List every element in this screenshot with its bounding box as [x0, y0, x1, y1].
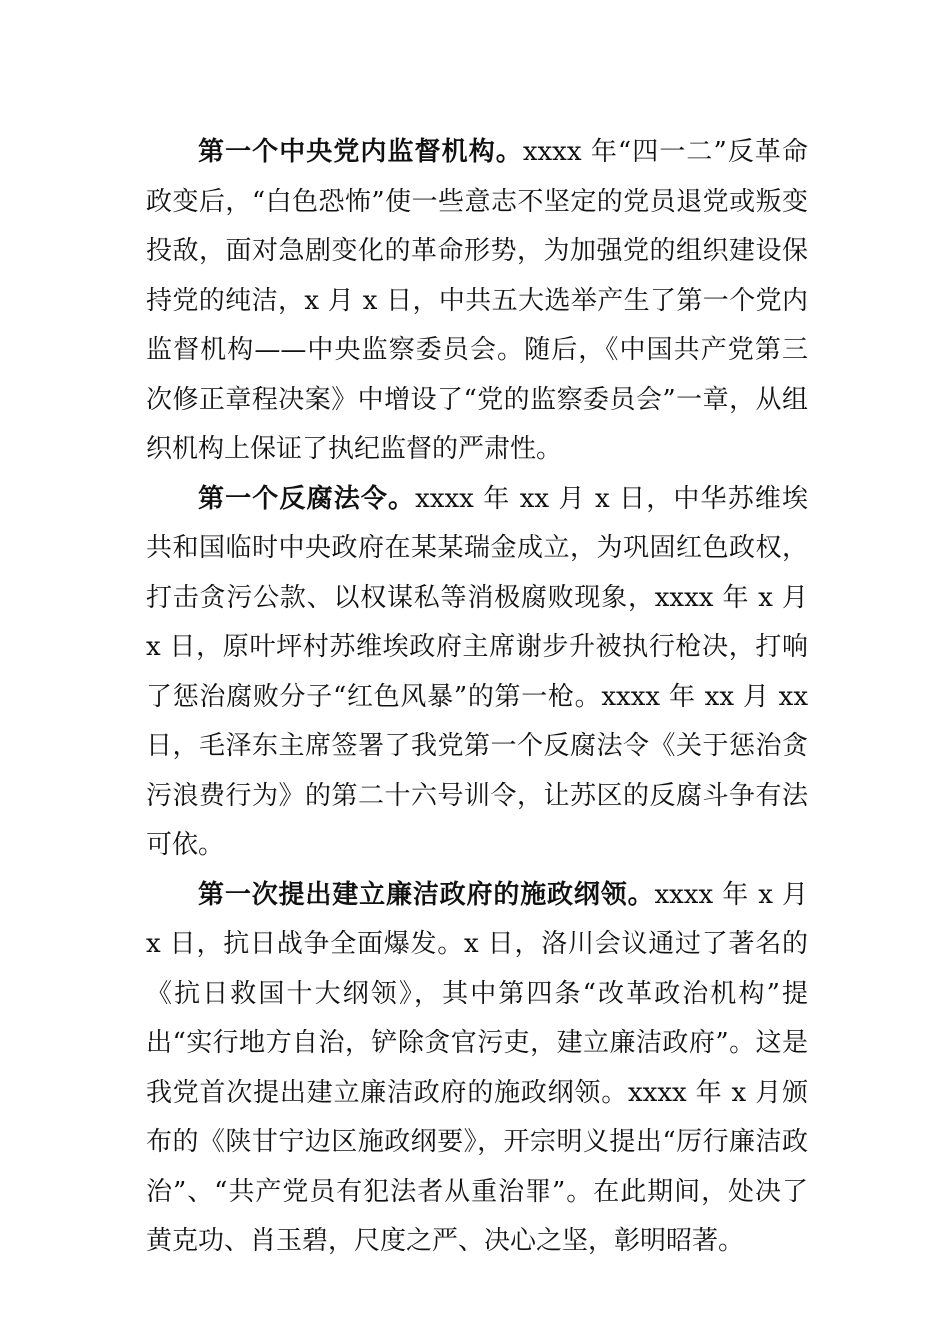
paragraph-text: xxxx 年 xx 月 x 日，中华苏维埃共和国临时中央政府在某某瑞金成立，为巩固红色政权，打击贪污公款、以权谋私等消极腐败现象，xxxx 年 x 月 x 日，原叶坪村苏维埃政府主席谢步升被执行枪决，打响了惩治腐败分子“红色风暴”的第一枪。xxxx 年 xx 月 xx 日，毛泽东主席签署了我党第一个反腐法令《关于惩治贪污浪费行为》的第二十六号训令，让苏区的反腐斗争有法可依。 [146, 483, 808, 860]
paragraph-text: xxxx 年“四一二”反革命政变后，“白色恐怖”使一些意志不坚定的党员退党或叛变投敌，面对急剧变化的革命形势，为加强党的组织建设保持党的纯洁，x 月 x 日，中共五大选举产生了第一个党内监督机构——中央监察委员会。随后，《中国共产党第三次修正章程决案》中增设了“党的监察委员会”一章，从组织机构上保证了执纪监督的严肃性。 [146, 137, 808, 464]
document-body [146, 128, 808, 1267]
paragraph-heading: 第一次提出建立廉洁政府的施政纲领。 [198, 879, 655, 910]
paragraph-central-supervision [146, 128, 808, 475]
paragraph-clean-government-program [146, 871, 808, 1267]
paragraph-anti-corruption-decree [146, 475, 808, 871]
paragraph-heading: 第一个反腐法令。 [198, 483, 416, 514]
paragraph-heading: 第一个中央党内监督机构。 [198, 137, 523, 167]
paragraph-text: xxxx 年 x 月 x 日，抗日战争全面爆发。x 日，洛川会议通过了著名的《抗日救国十大纲领》，其中第四条“改革政治机构”提出“实行地方自治，铲除贪官污吏，建立廉洁政府”。这是我党首次提出建立廉洁政府的施政纲领。xxxx 年 x 月颁布的《陕甘宁边区施政纲要》，开宗明义提出“厉行廉洁政治”、“共产党员有犯法者从重治罪”。在此期间，处决了黄克功、肖玉碧，尺度之严、决心之坚，彰明昭著。 [146, 879, 808, 1256]
